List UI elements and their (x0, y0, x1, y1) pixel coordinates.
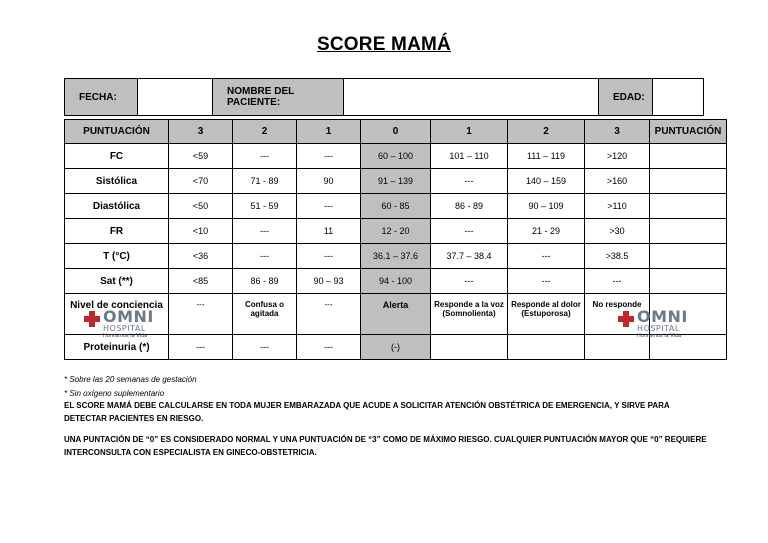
cell: 12 - 20 (361, 219, 431, 244)
cell: 111 – 119 (508, 144, 585, 169)
logo-name: OMNI (637, 307, 688, 326)
cell: <85 (169, 269, 233, 294)
cell: --- (431, 269, 508, 294)
table-row (65, 269, 727, 294)
cell: --- (431, 169, 508, 194)
cell: >160 (585, 169, 650, 194)
cell: <59 (169, 144, 233, 169)
cell: <50 (169, 194, 233, 219)
row-label: Sat (**) (65, 269, 169, 294)
page-title: SCORE MAMÁ (317, 34, 451, 55)
cell: >120 (585, 144, 650, 169)
cell: >110 (585, 194, 650, 219)
row-label: FC (65, 144, 169, 169)
cell (585, 335, 650, 360)
cell: 21 - 29 (508, 219, 585, 244)
score-entry-cell[interactable] (650, 194, 727, 219)
cell: --- (297, 335, 361, 360)
cell: --- (297, 294, 361, 335)
description-paragraph: EL SCORE MAMÁ DEBE CALCULARSE EN TODA MUJER EMBARAZADA QUE ACUDE A SOLICITAR ATENCIÓN OBSTÉTRICA DE EMERGENCIA, Y SIRVE PARA DETECTAR PACIENTES EN RIESGO. (64, 401, 670, 423)
cell: --- (431, 219, 508, 244)
cell: --- (297, 244, 361, 269)
cell: 60 – 100 (361, 144, 431, 169)
cell: --- (233, 144, 297, 169)
edad-label: EDAD: (599, 79, 653, 116)
cell: No responde (585, 294, 650, 335)
nombre-field[interactable] (344, 79, 599, 116)
cell: 90 – 93 (297, 269, 361, 294)
cell: --- (297, 144, 361, 169)
cell: --- (508, 244, 585, 269)
cell: --- (585, 269, 650, 294)
cell: --- (169, 294, 233, 335)
col-header: 2 (233, 120, 297, 144)
cell: 37.7 – 38.4 (431, 244, 508, 269)
score-entry-cell[interactable] (650, 244, 727, 269)
cell: 90 – 109 (508, 194, 585, 219)
footnote-marker: * (64, 389, 70, 398)
logo-tagline: Honramos la Vida (103, 333, 148, 339)
row-label: Nivel de conciencia (65, 294, 169, 335)
cell: 60 - 85 (361, 194, 431, 219)
score-entry-cell[interactable] (650, 335, 727, 360)
row-label: FR (65, 219, 169, 244)
col-header: 0 (361, 120, 431, 144)
col-header: 1 (431, 120, 508, 144)
logo-sub: HOSPITAL (637, 324, 680, 333)
cell: --- (297, 194, 361, 219)
cell: 86 - 89 (431, 194, 508, 219)
score-entry-cell[interactable] (650, 169, 727, 194)
cell: >38.5 (585, 244, 650, 269)
patient-header-table (64, 78, 704, 116)
logo-tagline: Honramos la Vida (637, 333, 682, 339)
score-entry-cell[interactable] (650, 144, 727, 169)
cell: 91 – 139 (361, 169, 431, 194)
score-entry-cell[interactable] (650, 269, 727, 294)
cell (431, 335, 508, 360)
cell: 86 - 89 (233, 269, 297, 294)
score-entry-cell[interactable] (650, 294, 727, 335)
cell: --- (169, 335, 233, 360)
cell: --- (233, 244, 297, 269)
cell (508, 335, 585, 360)
scoring-paragraph: UNA PUNTACIÓN DE “0” ES CONSIDERADO NORMAL Y UNA PUNTUACIÓN DE “3” COMO DE MÁXIMO RIESGO. CUALQUIER PUNTUACIÓN MAYOR QUE “0” REQUIERE INTERCONSULTA CON ESPECIALISTA EN GINECO-OBSTETRICIA. (64, 435, 707, 457)
cell: --- (233, 335, 297, 360)
nombre-label: NOMBRE DEL PACIENTE: (213, 79, 344, 116)
cell: <10 (169, 219, 233, 244)
logo-name: OMNI (103, 307, 154, 326)
cell: Alerta (361, 294, 431, 335)
row-label: T (°C) (65, 244, 169, 269)
col-header: PUNTUACIÓN (650, 120, 727, 144)
cell: --- (233, 219, 297, 244)
table-row (65, 144, 727, 169)
col-header: 2 (508, 120, 585, 144)
table-row (65, 194, 727, 219)
fecha-field[interactable] (138, 79, 213, 116)
footnote: * Sobre las 20 semanas de gestación (64, 375, 197, 384)
cell: 94 - 100 (361, 269, 431, 294)
cell: 11 (297, 219, 361, 244)
col-header: 1 (297, 120, 361, 144)
footnote-marker: * (64, 375, 70, 384)
cell: Responde a la voz (Somnolienta) (431, 294, 508, 335)
cell: Confusa o agitada (233, 294, 297, 335)
col-header: PUNTUACIÓN (65, 120, 169, 144)
table-row (65, 244, 727, 269)
cell: 140 – 159 (508, 169, 585, 194)
col-header: 3 (169, 120, 233, 144)
table-row (65, 335, 727, 360)
row-label: Proteinuria (*) (65, 335, 169, 360)
row-label: Sistólica (65, 169, 169, 194)
cell: 51 - 59 (233, 194, 297, 219)
cell: 71 - 89 (233, 169, 297, 194)
fecha-label: FECHA: (65, 79, 138, 116)
table-row (65, 169, 727, 194)
cell: 36.1 – 37.6 (361, 244, 431, 269)
edad-field[interactable] (653, 79, 704, 116)
cell: (-) (361, 335, 431, 360)
cell: 101 – 110 (431, 144, 508, 169)
footnote: * Sin oxígeno suplementario (64, 389, 165, 398)
table-row (65, 294, 727, 335)
cell: --- (508, 269, 585, 294)
cell: <70 (169, 169, 233, 194)
logo-sub: HOSPITAL (103, 324, 146, 333)
cell: Responde al dolor (Estuporosa) (508, 294, 585, 335)
cell: >30 (585, 219, 650, 244)
col-header: 3 (585, 120, 650, 144)
table-row (65, 219, 727, 244)
row-label: Diastólica (65, 194, 169, 219)
score-table (64, 119, 727, 360)
cell: <36 (169, 244, 233, 269)
score-entry-cell[interactable] (650, 219, 727, 244)
cell: 90 (297, 169, 361, 194)
